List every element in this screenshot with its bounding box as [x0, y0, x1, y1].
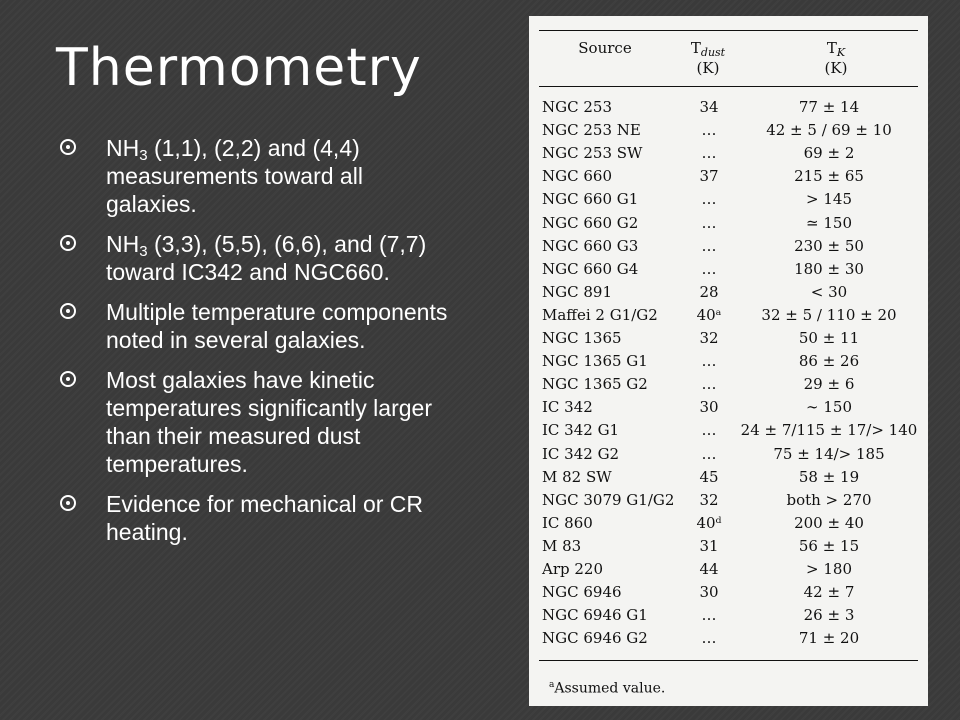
- tdust-cell: …: [701, 606, 717, 625]
- circle-bullet-icon: [60, 139, 76, 155]
- table-row: [529, 627, 928, 650]
- header-tk: [751, 38, 921, 78]
- tk-cell: 24 ± 7/115 ± 17/> 140: [740, 421, 918, 440]
- tdust-cell: …: [701, 375, 717, 394]
- table-row: [529, 165, 928, 188]
- source-cell: M 82 SW: [542, 467, 612, 486]
- footnote-text: Assumed value.: [554, 680, 666, 697]
- tdust-cell: …: [701, 352, 717, 371]
- source-cell: NGC 1365 G1: [542, 352, 648, 371]
- tk-cell: 50 ± 11: [798, 329, 860, 347]
- source-cell: IC 342: [542, 398, 593, 417]
- bullet-subscript: 3: [139, 243, 148, 260]
- table-row: [529, 535, 928, 558]
- table-row: [529, 258, 928, 281]
- tdust-cell: 30: [699, 398, 719, 417]
- source-cell: IC 860: [542, 513, 593, 532]
- table-row: [529, 235, 928, 258]
- tk-cell: > 145: [806, 190, 852, 209]
- tk-cell: 29 ± 6: [803, 375, 855, 394]
- tk-cell: 58 ± 19: [798, 467, 860, 486]
- tdust-cell: …: [701, 629, 717, 648]
- header-tk-unit: (K): [824, 59, 848, 77]
- header-tdust-main: T: [690, 39, 701, 57]
- header-tdust-sub: dust: [700, 46, 726, 59]
- source-cell: NGC 3079 G1/G2: [542, 490, 675, 509]
- table-row: [529, 142, 928, 165]
- table-row: [529, 558, 928, 581]
- tdust-cell: …: [701, 421, 717, 440]
- table-row: [529, 119, 928, 142]
- tdust-cell: 34: [699, 98, 719, 116]
- circle-bullet-icon: [60, 303, 76, 319]
- source-cell: NGC 660 G4: [542, 259, 639, 278]
- source-cell: NGC 660 G2: [542, 213, 639, 232]
- table-row: [529, 419, 928, 442]
- bullet-text: Most galaxies have kinetic temperatures significantly larger than their measured dust temperatures.: [106, 367, 432, 477]
- bullet-item: [60, 230, 460, 286]
- tk-cell: 86 ± 26: [798, 352, 860, 371]
- tk-cell: > 180: [806, 560, 852, 578]
- tdust-cell: 44: [699, 560, 719, 578]
- header-tdust: [671, 38, 745, 78]
- table-row: [529, 466, 928, 489]
- table-top-rule: [539, 30, 918, 31]
- bullet-list: [60, 134, 460, 558]
- bullet-item: [60, 366, 460, 478]
- tdust-cell: …: [701, 213, 717, 232]
- tk-cell: 71 ± 20: [798, 629, 860, 648]
- table-row: [529, 581, 928, 604]
- tdust-cell: …: [701, 121, 717, 140]
- bullet-item: [60, 490, 460, 546]
- bullet-text-continued: (1,1), (2,2) and (4,4) measurements toward all galaxies.: [106, 135, 363, 217]
- circle-bullet-icon: [60, 495, 76, 511]
- tk-cell: 180 ± 30: [794, 259, 864, 278]
- tk-cell: 230 ± 50: [794, 236, 864, 255]
- tdust-cell: 40ᵃ: [696, 305, 722, 324]
- bullet-subscript: 3: [139, 147, 148, 164]
- tdust-cell: 37: [699, 167, 719, 186]
- tdust-cell: …: [701, 444, 717, 463]
- bullet-text: Evidence for mechanical or CR heating.: [106, 491, 424, 545]
- tdust-cell: …: [701, 236, 717, 255]
- tk-cell: 56 ± 15: [798, 536, 860, 555]
- tdust-cell: 30: [699, 583, 719, 602]
- circle-bullet-icon: [60, 235, 76, 251]
- source-cell: NGC 253 NE: [542, 121, 641, 140]
- source-cell: NGC 1365: [542, 329, 622, 347]
- source-cell: NGC 253: [542, 98, 612, 116]
- table-row: [529, 396, 928, 419]
- source-cell: IC 342 G1: [542, 421, 620, 440]
- footnote-mark: a: [549, 680, 555, 690]
- header-source: Source: [578, 39, 632, 57]
- tk-cell: < 30: [810, 282, 848, 301]
- table-header-rule: [539, 86, 918, 87]
- source-cell: NGC 253 SW: [542, 144, 643, 163]
- circle-bullet-icon: [60, 371, 76, 387]
- tk-cell: ≃ 150: [806, 213, 852, 232]
- source-cell: IC 342 G2: [542, 444, 620, 463]
- bullet-text: Multiple temperature components noted in several galaxies.: [106, 299, 448, 353]
- source-cell: Maffei 2 G1/G2: [542, 305, 658, 324]
- header-tk-main: T: [826, 39, 837, 57]
- tdust-cell: 31: [699, 536, 719, 555]
- tk-cell: both > 270: [786, 490, 872, 509]
- tk-cell: 69 ± 2: [803, 144, 855, 163]
- bullet-text-continued: (3,3), (5,5), (6,6), and (7,7) toward IC342 and NGC660.: [106, 231, 427, 285]
- table-row: [529, 96, 928, 119]
- table-row: [529, 489, 928, 512]
- source-cell: NGC 1365 G2: [542, 375, 648, 394]
- bullet-text: NH: [106, 231, 140, 257]
- tdust-cell: …: [701, 144, 717, 163]
- bullet-text: NH: [106, 135, 140, 161]
- tdust-cell: 40ᵈ: [696, 513, 722, 532]
- tk-cell: ∼ 150: [806, 398, 852, 417]
- table-row: [529, 188, 928, 211]
- table-row: [529, 304, 928, 327]
- tdust-cell: 28: [699, 282, 719, 301]
- source-cell: NGC 660 G3: [542, 236, 639, 255]
- table-row: [529, 512, 928, 535]
- source-cell: NGC 660 G1: [542, 190, 639, 209]
- table-row: [529, 327, 928, 350]
- source-cell: M 83: [542, 536, 582, 555]
- bullet-item: [60, 298, 460, 354]
- source-cell: NGC 6946 G1: [542, 606, 648, 625]
- source-cell: NGC 6946 G2: [542, 629, 648, 648]
- tk-cell: 215 ± 65: [794, 167, 864, 186]
- slide-title: Thermometry: [56, 38, 422, 98]
- tdust-cell: …: [701, 190, 717, 209]
- tk-cell: 32 ± 5 / 110 ± 20: [761, 305, 897, 324]
- temperature-table: [529, 16, 928, 706]
- source-cell: NGC 6946: [542, 583, 622, 602]
- tk-cell: 75 ± 14/> 185: [773, 444, 885, 463]
- bullet-item: [60, 134, 460, 218]
- tdust-cell: …: [701, 259, 717, 278]
- tk-cell: 77 ± 14: [798, 98, 860, 116]
- table-footnote: [549, 680, 665, 697]
- table-row: [529, 443, 928, 466]
- table-row: [529, 350, 928, 373]
- table-row: [529, 373, 928, 396]
- header-tk-sub: K: [836, 46, 846, 59]
- table-bottom-rule: [539, 660, 918, 661]
- table-row: [529, 281, 928, 304]
- tdust-cell: 32: [699, 329, 719, 347]
- tdust-cell: 32: [699, 490, 719, 509]
- tk-cell: 26 ± 3: [803, 606, 855, 625]
- tdust-cell: 45: [699, 467, 719, 486]
- tk-cell: 42 ± 5 / 69 ± 10: [766, 121, 892, 140]
- source-cell: NGC 660: [542, 167, 612, 186]
- table-row: [529, 604, 928, 627]
- tk-cell: 200 ± 40: [794, 513, 864, 532]
- table-row: [529, 212, 928, 235]
- header-tdust-unit: (K): [696, 59, 720, 77]
- source-cell: NGC 891: [542, 282, 612, 301]
- tk-cell: 42 ± 7: [803, 583, 855, 602]
- source-cell: Arp 220: [542, 560, 604, 578]
